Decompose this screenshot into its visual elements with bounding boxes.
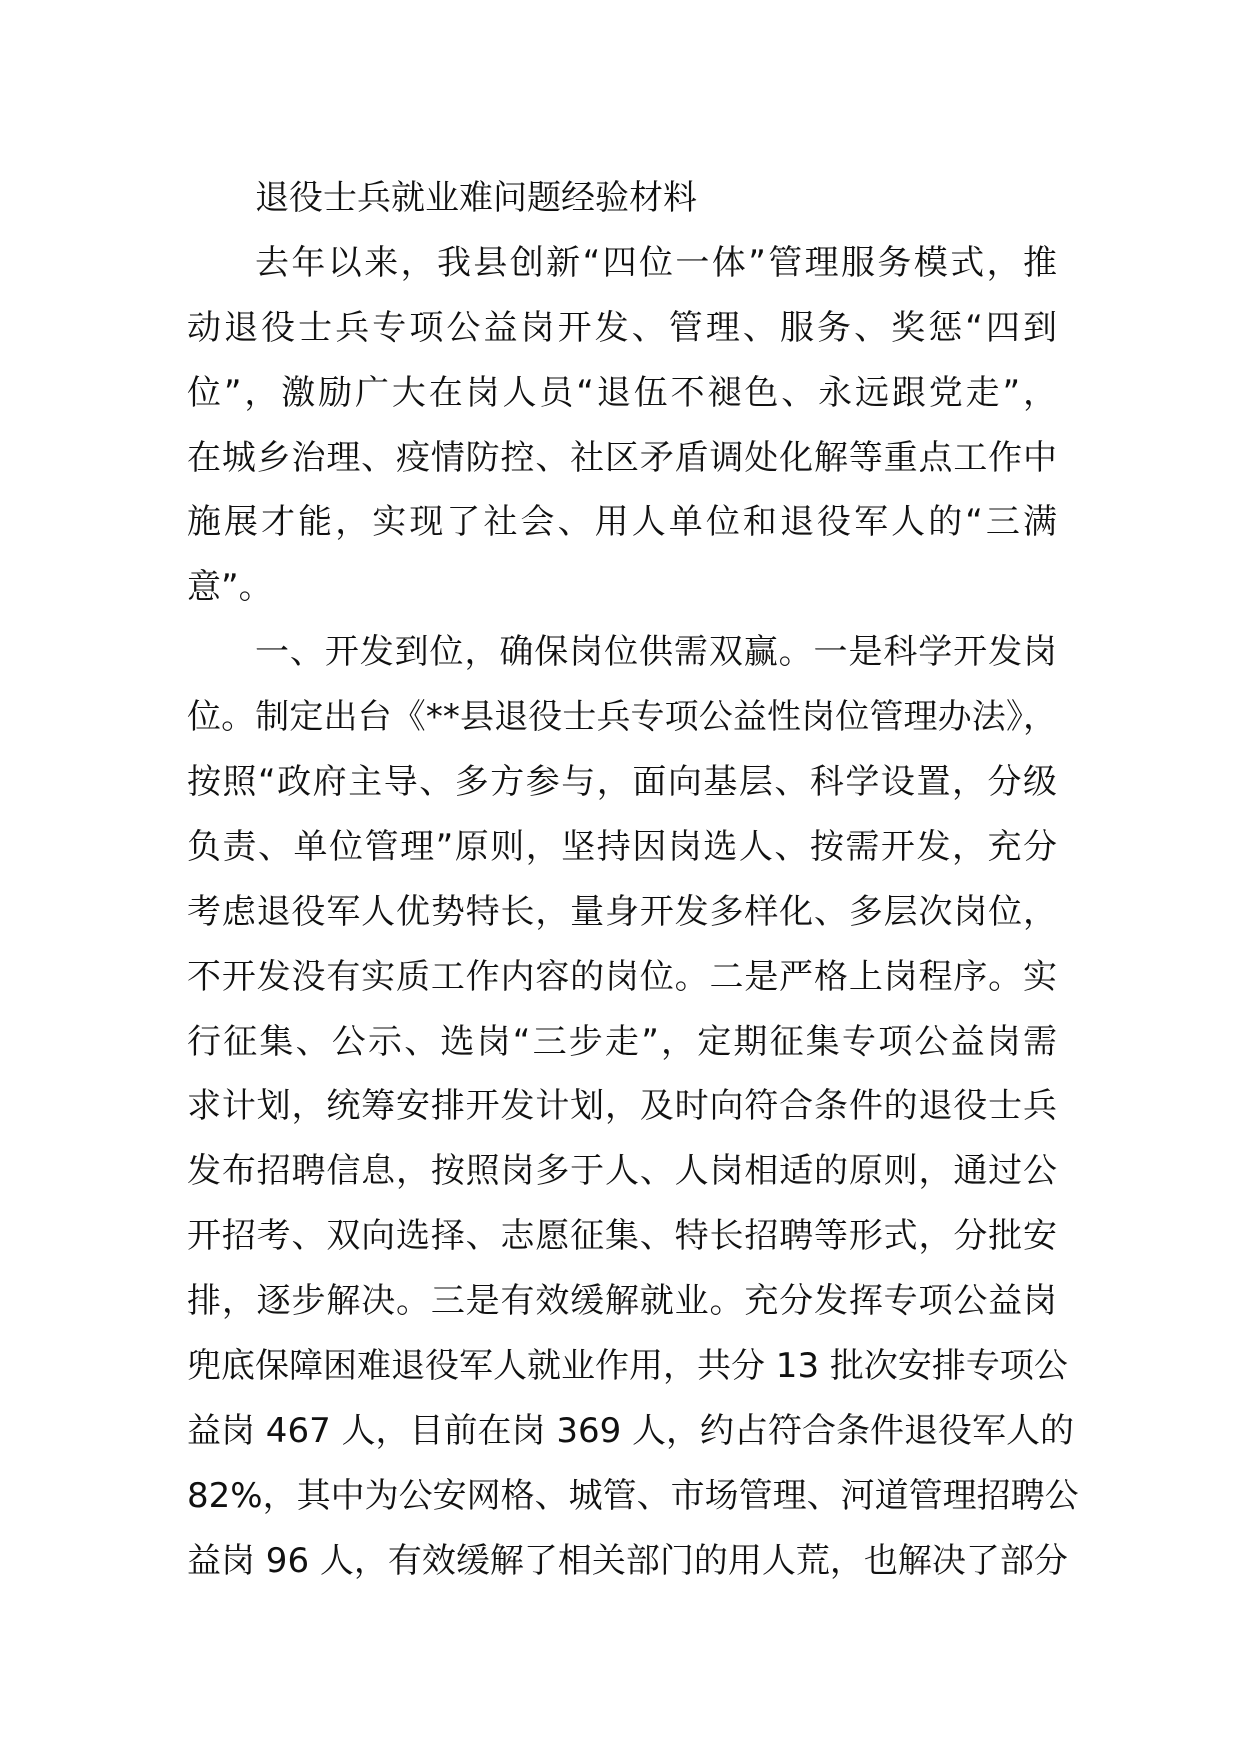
paragraph-2-line-1: 一、开发到位，确保岗位供需双赢。一是科学开发岗 <box>255 632 1057 673</box>
paragraph-1-line-1: 去年以来，我县创新“四位一体”管理服务模式，推 <box>255 242 1057 283</box>
paragraph-2-line-9: 发布招聘信息，按照岗多于人、人岗相适的原则，通过公 <box>187 1151 1057 1192</box>
paragraph-2-line-4: 负责、单位管理”原则，坚持因岗选人、按需开发，充分 <box>187 826 1057 867</box>
paragraph-1-line-3: 位”，激励广大在岗人员“退伍不褪色、永远跟党走”， <box>187 372 1057 413</box>
paragraph-2-line-10: 开招考、双向选择、志愿征集、特长招聘等形式，分批安 <box>187 1216 1057 1257</box>
paragraph-2-line-2: 位。制定出台《**县退役士兵专项公益性岗位管理办法》， <box>187 697 1057 738</box>
paragraph-2-line-11: 排，逐步解决。三是有效缓解就业。充分发挥专项公益岗 <box>187 1281 1057 1322</box>
paragraph-1-line-4: 在城乡治理、疫情防控、社区矛盾调处化解等重点工作中 <box>187 437 1057 478</box>
paragraph-1-line-5: 施展才能，实现了社会、用人单位和退役军人的“三满 <box>187 502 1057 543</box>
paragraph-2-line-7: 行征集、公示、选岗“三步走”，定期征集专项公益岗需 <box>187 1021 1057 1062</box>
document-title: 退役士兵就业难问题经验材料 <box>255 178 697 218</box>
paragraph-2-line-8: 求计划，统筹安排开发计划，及时向符合条件的退役士兵 <box>187 1086 1057 1127</box>
paragraph-2-line-5: 考虑退役军人优势特长，量身开发多样化、多层次岗位， <box>187 891 1057 932</box>
paragraph-2-line-14: 82%，其中为公安网格、城管、市场管理、河道管理招聘公 <box>187 1475 1079 1516</box>
paragraph-2-line-15: 益岗 96 人，有效缓解了相关部门的用人荒，也解决了部分 <box>187 1540 1068 1581</box>
paragraph-2-line-3: 按照“政府主导、多方参与，面向基层、科学设置，分级 <box>187 762 1057 803</box>
document-body <box>187 166 1079 1594</box>
paragraph-1-line-2: 动退役士兵专项公益岗开发、管理、服务、奖惩“四到 <box>187 307 1057 348</box>
paragraph-2-line-13: 益岗 467 人，目前在岗 369 人，约占符合条件退役军人的 <box>187 1410 1075 1451</box>
paragraph-1-line-6: 意”。 <box>187 567 273 608</box>
paragraph-2-line-12: 兜底保障困难退役军人就业作用，共分 13 批次安排专项公 <box>187 1346 1068 1387</box>
paragraph-2-line-6: 不开发没有实质工作内容的岗位。二是严格上岗程序。实 <box>187 956 1057 997</box>
